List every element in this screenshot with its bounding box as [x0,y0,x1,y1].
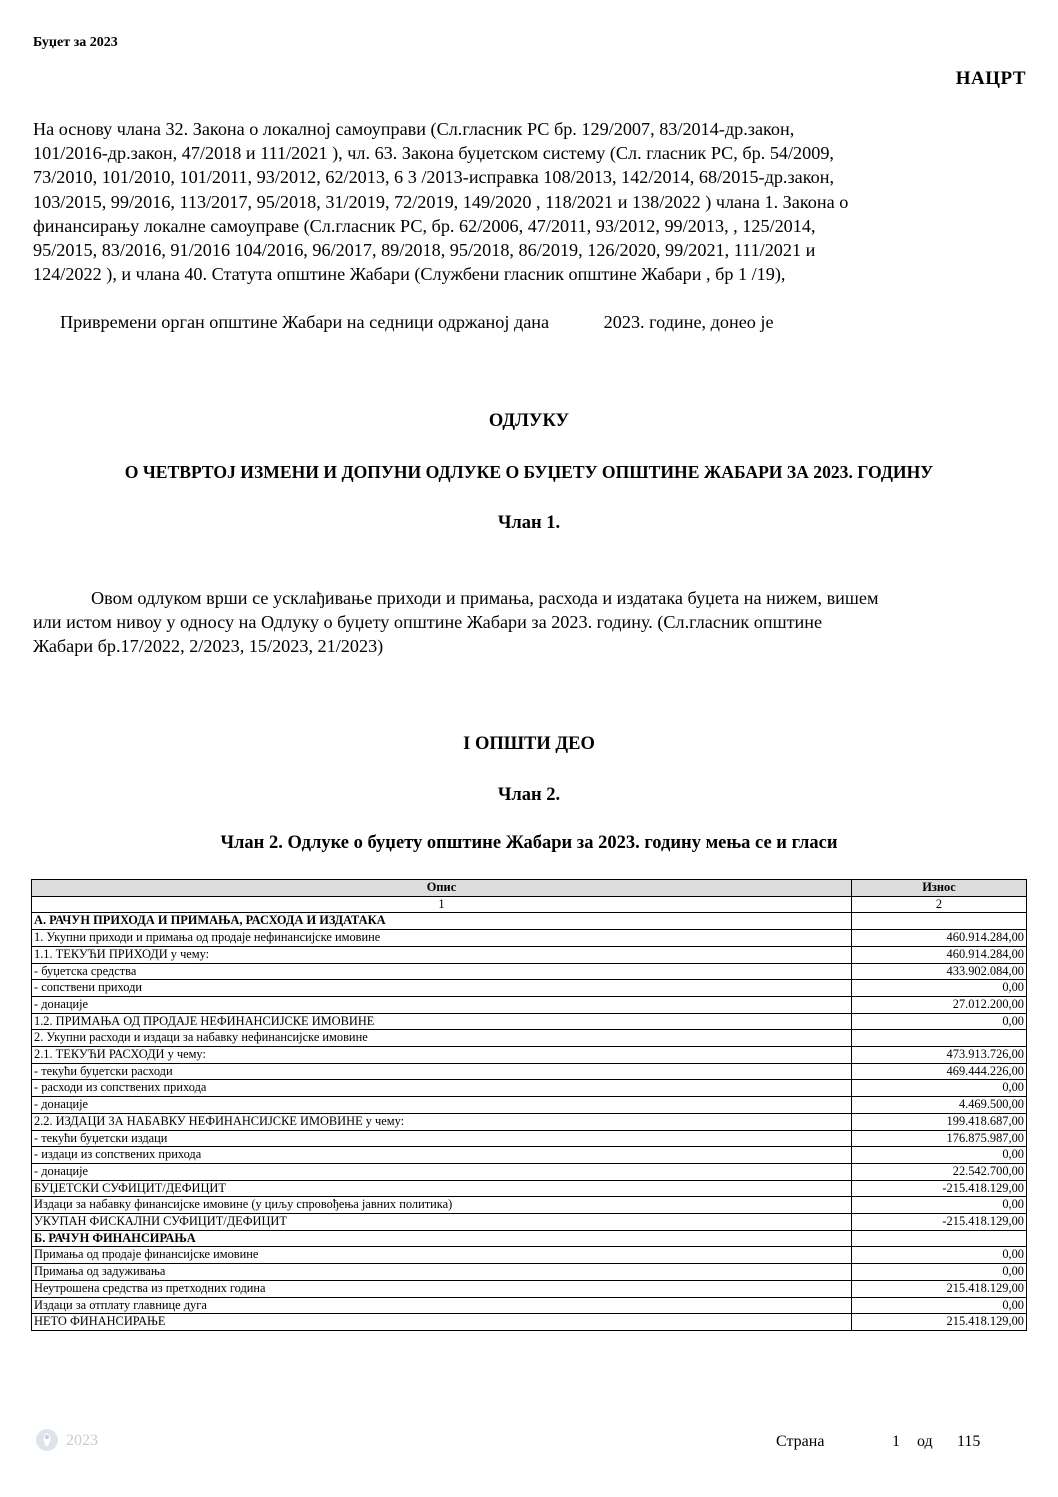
article-2-heading: Члан 2. [497,785,561,805]
row-amount: 0,00 [852,1264,1027,1281]
row-amount: 27.012.200,00 [852,996,1027,1013]
table-row [32,1080,1027,1097]
row-description: - расходи из сопствених прихода [32,1080,852,1097]
row-amount: 199.418.687,00 [852,1113,1027,1130]
row-description: - донације [32,996,852,1013]
decision-subject: О ЧЕТВРТОЈ ИЗМЕНИ И ДОПУНИ ОДЛУКЕ О БУЏЕТУ ОПШТИНЕ ЖАБАРИ ЗА 2023. ГОДИНУ [124,462,934,482]
page-total: 115 [957,1433,981,1450]
row-amount: 0,00 [852,1297,1027,1314]
table-header-row [32,880,1027,897]
row-description: НЕТО ФИНАНСИРАЊЕ [32,1314,852,1331]
row-description: Издаци за отплату главнице дуга [32,1297,852,1314]
article-2-subheading: Члан 2. Одлуке о буџету општине Жабари за 2023. годину мења се и гласи [220,833,838,853]
table-row [32,913,1027,930]
row-description: 1.2. ПРИМАЊА ОД ПРОДАЈЕ НЕФИНАНСИЈСКЕ ИМОВИНЕ [32,1013,852,1030]
table-row [32,1297,1027,1314]
table-row [32,1063,1027,1080]
row-amount: 0,00 [852,1197,1027,1214]
row-description: А. РАЧУН ПРИХОДА И ПРИМАЊА, РАСХОДА И ИЗДАТАКА [32,913,852,930]
row-amount: 469.444.226,00 [852,1063,1027,1080]
row-amount: 215.418.129,00 [852,1314,1027,1331]
document-header-title: Буџет за 2023 [33,35,118,50]
row-amount: 473.913.726,00 [852,1047,1027,1064]
preamble-line: На основу члана 32. Закона о локалној самоуправи (Сл.гласник РС бр. 129/2007, 83/2014-др.закон, [33,119,795,139]
article-1-heading: Члан 1. [497,513,561,533]
row-amount: 4.469.500,00 [852,1097,1027,1114]
page-number: 1 [892,1433,900,1450]
page-indicator [776,1433,980,1451]
row-amount: 0,00 [852,980,1027,997]
preamble-line: 101/2016-др.закон, 47/2018 и 111/2021 ), чл. 63. Закона буџетском систему (Сл. гласник РС, бр. 54/2009, [33,143,834,164]
column-header-amount: Износ [852,880,1027,897]
decision-title: ОДЛУКУ [488,411,570,431]
article-1-body [33,586,1028,659]
row-amount: 460.914.284,00 [852,946,1027,963]
row-amount: 433.902.084,00 [852,963,1027,980]
row-description: УКУПАН ФИСКАЛНИ СУФИЦИТ/ДЕФИЦИТ [32,1214,852,1231]
row-description: Примања од продаје финансијске имовине [32,1247,852,1264]
preamble-line: 124/2022 ), и члана 40. Статута општине Жабари (Службени гласник општине Жабари , бр 1 /19), [33,264,786,285]
table-row [32,980,1027,997]
row-amount: 0,00 [852,1147,1027,1164]
row-amount [852,1030,1027,1047]
table-row [32,996,1027,1013]
table-row [32,1163,1027,1180]
table-row [32,930,1027,947]
row-description: 2.1. ТЕКУЋИ РАСХОДИ у чему: [32,1047,852,1064]
row-description: - донације [32,1097,852,1114]
table-row [32,963,1027,980]
municipality-logo-icon [35,1428,59,1452]
row-description: 2. Укупни расходи и издаци за набавку нефинансијске имовине [32,1030,852,1047]
row-description: - донације [32,1163,852,1180]
table-row [32,1030,1027,1047]
row-description: БУЏЕТСКИ СУФИЦИТ/ДЕФИЦИТ [32,1180,852,1197]
preamble-line: 95/2015, 83/2016, 91/2016 104/2016, 96/2017, 89/2018, 95/2018, 86/2019, 126/2020, 99/2021, 111/2021 и [33,240,816,261]
table-row [32,1147,1027,1164]
decree-statement: Привремени орган општине Жабари на седници одржаној дана 2023. године, донео је [60,312,774,332]
row-description: Издаци за набавку финансијске имовине (у циљу спровођења јавних политика) [32,1197,852,1214]
row-description: - сопствени приходи [32,980,852,997]
table-row [32,1180,1027,1197]
row-amount: 0,00 [852,1080,1027,1097]
table-row [32,1230,1027,1247]
table-row [32,1280,1027,1297]
preamble-line: 73/2010, 101/2010, 101/2011, 93/2012, 62/2013, 6 3 /2013-исправка 108/2013, 142/2014, 68/2015-др.закон, [33,167,835,188]
row-description: - буџетска средства [32,963,852,980]
column-number-row [32,896,1027,913]
row-description: 2.2. ИЗДАЦИ ЗА НАБАВКУ НЕФИНАНСИЈСКЕ ИМОВИНЕ у чему: [32,1113,852,1130]
preamble-line: финансирању локалне самоуправе (Сл.гласник РС, бр. 62/2006, 47/2011, 93/2012, 99/2013, , 125/2014, [33,215,816,236]
draft-label: НАЦРТ [955,68,1026,89]
section-heading: I ОПШТИ ДЕО [463,734,595,754]
table-row [32,946,1027,963]
column-number: 1 [32,896,852,913]
article-1-line: Жабари бр.17/2022, 2/2023, 15/2023, 21/2023) [33,636,384,657]
budget-summary-table [31,879,1027,1331]
table-row [32,1097,1027,1114]
article-1-line: Овом одлуком врши се усклађивање приходи и примања, расхода и издатака буџета на нижем, вишем [91,588,879,608]
table-row [32,1197,1027,1214]
row-amount: 0,00 [852,1013,1027,1030]
table-row [32,1113,1027,1130]
row-amount: 0,00 [852,1247,1027,1264]
page-label: Страна [776,1433,825,1450]
row-description: Б. РАЧУН ФИНАНСИРАЊА [32,1230,852,1247]
table-row [32,1264,1027,1281]
row-description: 1. Укупни приходи и примања од продаје нефинансијске имовине [32,930,852,947]
row-description: - издаци из сопствених прихода [32,1147,852,1164]
row-description: - текући буџетски расходи [32,1063,852,1080]
table-row [32,1214,1027,1231]
preamble-paragraph [33,117,1028,286]
column-number: 2 [852,896,1027,913]
row-amount: 176.875.987,00 [852,1130,1027,1147]
row-description: Примања од задуживања [32,1264,852,1281]
row-amount: 215.418.129,00 [852,1280,1027,1297]
row-amount [852,913,1027,930]
row-amount: 460.914.284,00 [852,930,1027,947]
table-row [32,1247,1027,1264]
column-header-description: Опис [32,880,852,897]
row-description: 1.1. ТЕКУЋИ ПРИХОДИ у чему: [32,946,852,963]
row-amount [852,1230,1027,1247]
row-description: - текући буџетски издаци [32,1130,852,1147]
row-description: Неутрошена средства из претходних година [32,1280,852,1297]
row-amount: 22.542.700,00 [852,1163,1027,1180]
table-row [32,1314,1027,1331]
table-row [32,1047,1027,1064]
table-row [32,1013,1027,1030]
row-amount: -215.418.129,00 [852,1180,1027,1197]
article-1-line: или истом нивоу у односу на Одлуку о буџету општине Жабари за 2023. годину. (Сл.гласник општине [33,612,823,633]
page-of-label: од [917,1433,933,1450]
footer-year: 2023 [66,1432,98,1449]
preamble-line: 103/2015, 99/2016, 113/2017, 95/2018, 31/2019, 72/2019, 149/2020 , 118/2021 и 138/2022 ) члана 1. Закона о [33,191,849,212]
table-row [32,1130,1027,1147]
row-amount: -215.418.129,00 [852,1214,1027,1231]
